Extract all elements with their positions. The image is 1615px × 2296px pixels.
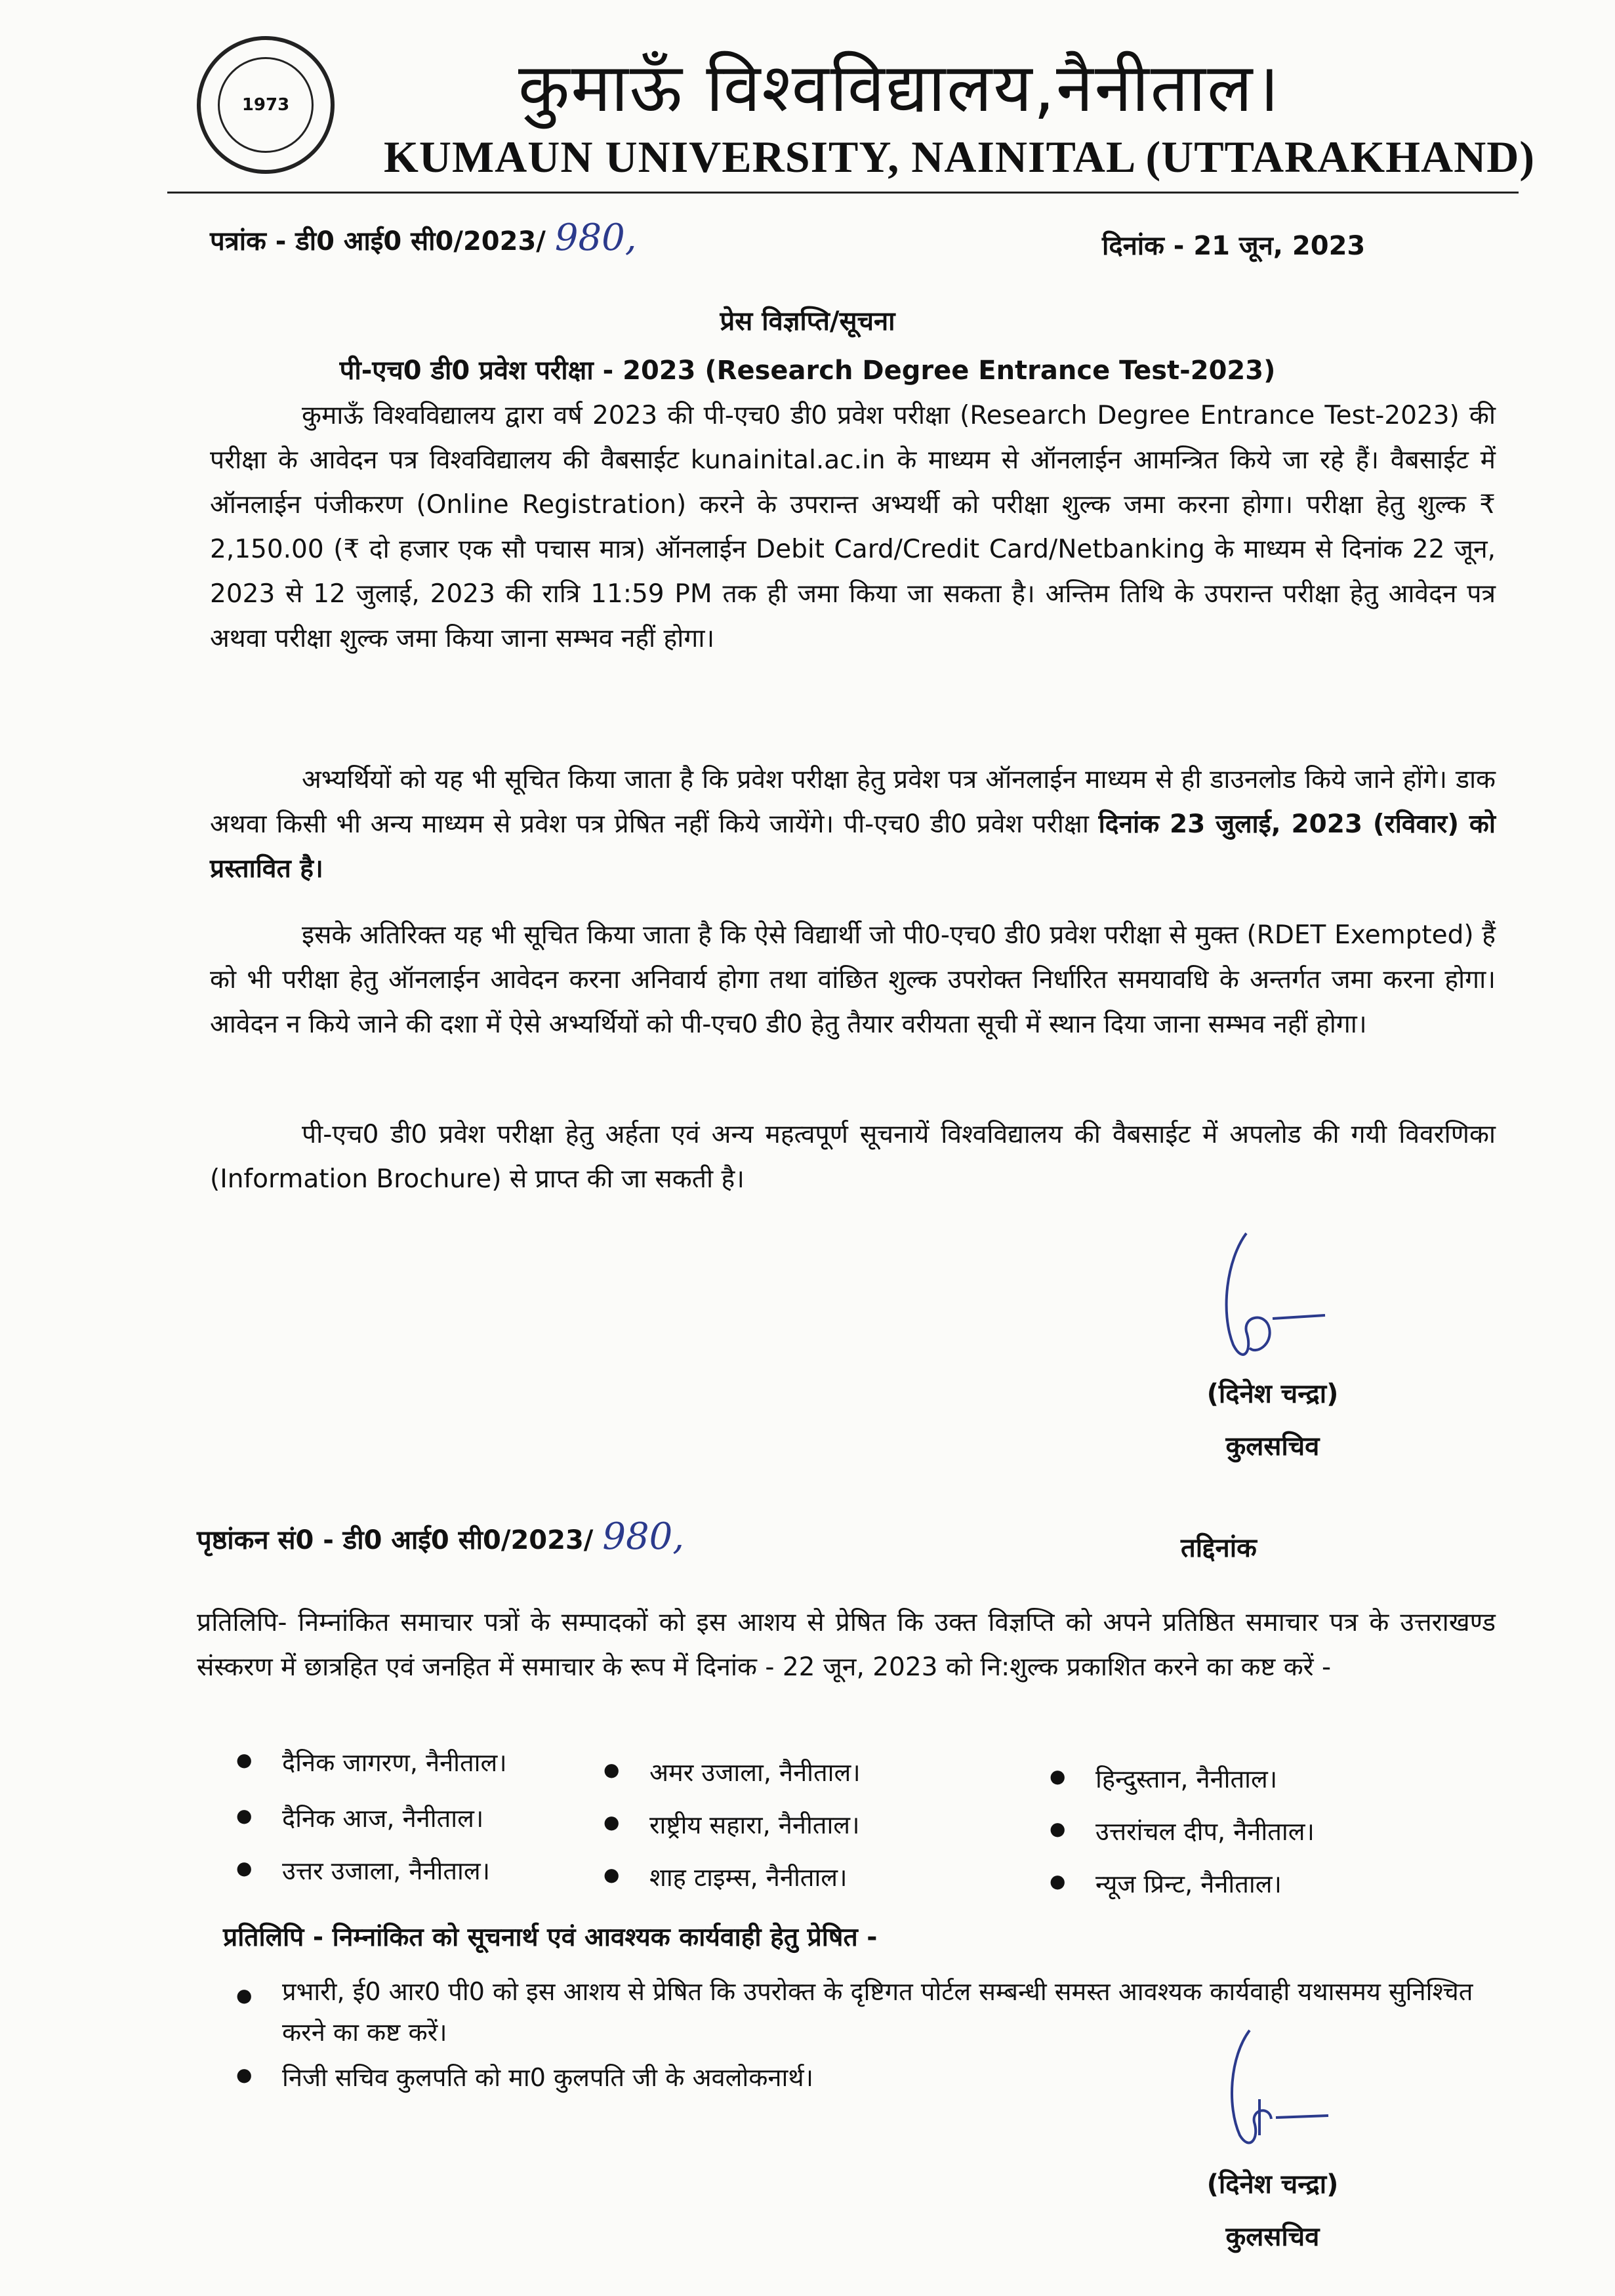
copy-paragraph: प्रतिलिपि- निम्नांकित समाचार पत्रों के सम्पादकों को इस आशय से प्रेषित कि उक्त विज्ञप्ति को अपने प्रतिष्ठित समाचार पत्र के उत्तराखण्ड संस्करण में छात्रहित एवं जनहित में समाचार के रूप में दिनांक - 22 जून, 2023 को नि:शुल्क प्रकाशित करने का कष्ट करें - bbox=[197, 1608, 1496, 1682]
notice-paragraph-3: इसके अतिरिक्त यह भी सूचित किया जाता है कि ऐसे विद्यार्थी जो पी0-एच0 डी0 प्रवेश परीक्षा से मुक्त (RDET Exempted) हैं को भी परीक्षा हेतु ऑनलाईन आवेदन करना अनिवार्य होगा तथा वांछित शुल्क उपरोक्त निर्धारित समयावधि के अन्तर्गत जमा करना होगा। आवेदन न किये जाने की दशा में ऐसे अभ्यर्थियों को पी-एच0 डी0 हेतु तैयार वरीयता सूची में स्थान दिया जाना सम्भव नहीं होगा। bbox=[210, 920, 1496, 1039]
copy2-item: ● निजी सचिव कुलपति को मा0 कुलपति जी के अवलोकनार्थ। bbox=[282, 2060, 813, 2094]
newspaper-item: ● अमर उजाला, नैनीताल। bbox=[649, 1755, 861, 1789]
newspaper-item: ● न्यूज प्रिन्ट, नैनीताल। bbox=[1095, 1866, 1282, 1900]
notice-heading: प्रेस विज्ञप्ति/सूचना bbox=[720, 306, 895, 337]
newspaper-item: ● राष्ट्रीय सहारा, नैनीताल। bbox=[649, 1807, 859, 1841]
university-name-hindi: कुमाऊँ विश्वविद्यालय,नैनीताल। bbox=[518, 49, 1280, 127]
newspaper-item: ● उत्तरांचल दीप, नैनीताल। bbox=[1095, 1814, 1315, 1848]
paragraph-2-text: अभ्यर्थियों को यह भी सूचित किया जाता है कि प्रवेश परीक्षा हेतु प्रवेश पत्र ऑनलाईन माध्यम से ही डाउनलोड किये जाने होंगे। डाक अथवा किसी भी अन्य माध्यम से प्रवेश पत्र प्रेषित नहीं किये जायेंगे। पी-एच0 डी0 प्रवेश परीक्षा bbox=[210, 765, 1496, 839]
signatory-2-name: (दिनेश चन्द्रा) bbox=[1206, 2169, 1339, 2200]
notice-paragraph-2 bbox=[210, 758, 1496, 892]
university-name-english: KUMAUN UNIVERSITY, NAINITAL (UTTARAKHAND) bbox=[384, 132, 1536, 182]
signature-1 bbox=[1207, 1220, 1338, 1371]
university-seal bbox=[197, 36, 335, 174]
seal-emblem bbox=[218, 57, 314, 153]
handwritten-number: 980, bbox=[554, 216, 637, 259]
reference-prefix: पत्रांक - डी0 आई0 सी0/2023/ bbox=[210, 226, 546, 256]
notice-paragraph-1: कुमाऊँ विश्वविद्यालय द्वारा वर्ष 2023 की पी-एच0 डी0 प्रवेश परीक्षा (Research Degree Entrance Test-2023) की परीक्षा के आवेदन पत्र विश्वविद्यालय की वैबसाईट kunainital.ac.in के माध्यम से ऑनलाईन आमन्त्रित किये जा रहे हैं। वैबसाईट में ऑनलाईन पंजीकरण (Online Registration) करने के उपरान्त अभ्यर्थी को परीक्षा शुल्क जमा करना होगा। परीक्षा हेतु शुल्क ₹ 2,150.00 (₹ दो हजार एक सौ पचास मात्र) ऑनलाईन Debit Card/Credit Card/Netbanking के माध्यम से दिनांक 22 जून, 2023 से 12 जुलाई, 2023 की रात्रि 11:59 PM तक ही जमा किया जा सकता है। अन्तिम तिथि के उपरान्त परीक्षा हेतु आवेदन पत्र अथवा परीक्षा शुल्क जमा किया जाना सम्भव नहीं होगा। bbox=[210, 401, 1496, 653]
notice-paragraph-4: पी-एच0 डी0 प्रवेश परीक्षा हेतु अर्हता एवं अन्य महत्वपूर्ण सूचनायें विश्वविद्यालय की वैबसाईट में अपलोड की गयी विवरणिका (Information Brochure) से प्राप्त की जा सकती है। bbox=[210, 1120, 1496, 1194]
reference-date: दिनांक - 21 जून, 2023 bbox=[1102, 231, 1366, 261]
exam-date-highlight: दिनांक 23 जुलाई, 2023 (रविवार) को प्रस्तावित है। bbox=[210, 810, 1496, 884]
notice-subheading: पी-एच0 डी0 प्रवेश परीक्षा - 2023 (Research Degree Entrance Test-2023) bbox=[339, 356, 1276, 386]
endorsement-date: तद्दिनांक bbox=[1181, 1533, 1257, 1563]
newspaper-item: ● दैनिक जागरण, नैनीताल। bbox=[282, 1745, 507, 1779]
endorsement-prefix: पृष्ठांकन सं0 - डी0 आई0 सी0/2023/ bbox=[197, 1525, 594, 1555]
reference-number bbox=[210, 216, 637, 259]
header-divider bbox=[167, 192, 1519, 194]
seal-year: 1973 bbox=[241, 95, 290, 115]
newspaper-item: ● शाह टाइम्स, नैनीताल। bbox=[649, 1860, 847, 1894]
signature-2 bbox=[1214, 2020, 1345, 2158]
signatory-2-designation: कुलसचिव bbox=[1225, 2222, 1320, 2252]
newspaper-item: ● दैनिक आज, नैनीताल। bbox=[282, 1801, 483, 1835]
signatory-1-designation: कुलसचिव bbox=[1225, 1431, 1320, 1462]
signatory-1-name: (दिनेश चन्द्रा) bbox=[1206, 1379, 1339, 1409]
copy2-heading: प्रतिलिपि - निम्नांकित को सूचनार्थ एवं आवश्यक कार्यवाही हेतु प्रेषित - bbox=[223, 1923, 878, 1952]
endorsement-number bbox=[197, 1515, 684, 1558]
newspaper-item: ● हिन्दुस्तान, नैनीताल। bbox=[1095, 1761, 1277, 1795]
endorsement-handwritten-number: 980, bbox=[602, 1515, 685, 1558]
copy2-item: ● प्रभारी, ई0 आर0 पी0 को इस आशय से प्रेषित कि उपरोक्त के दृष्टिगत पोर्टल सम्बन्धी समस्त आवश्यक कार्यवाही यथासमय सुनिश्चित करने का कष्ट करें। bbox=[282, 1971, 1489, 2053]
newspaper-item: ● उत्तर उजाला, नैनीताल। bbox=[282, 1853, 490, 1887]
